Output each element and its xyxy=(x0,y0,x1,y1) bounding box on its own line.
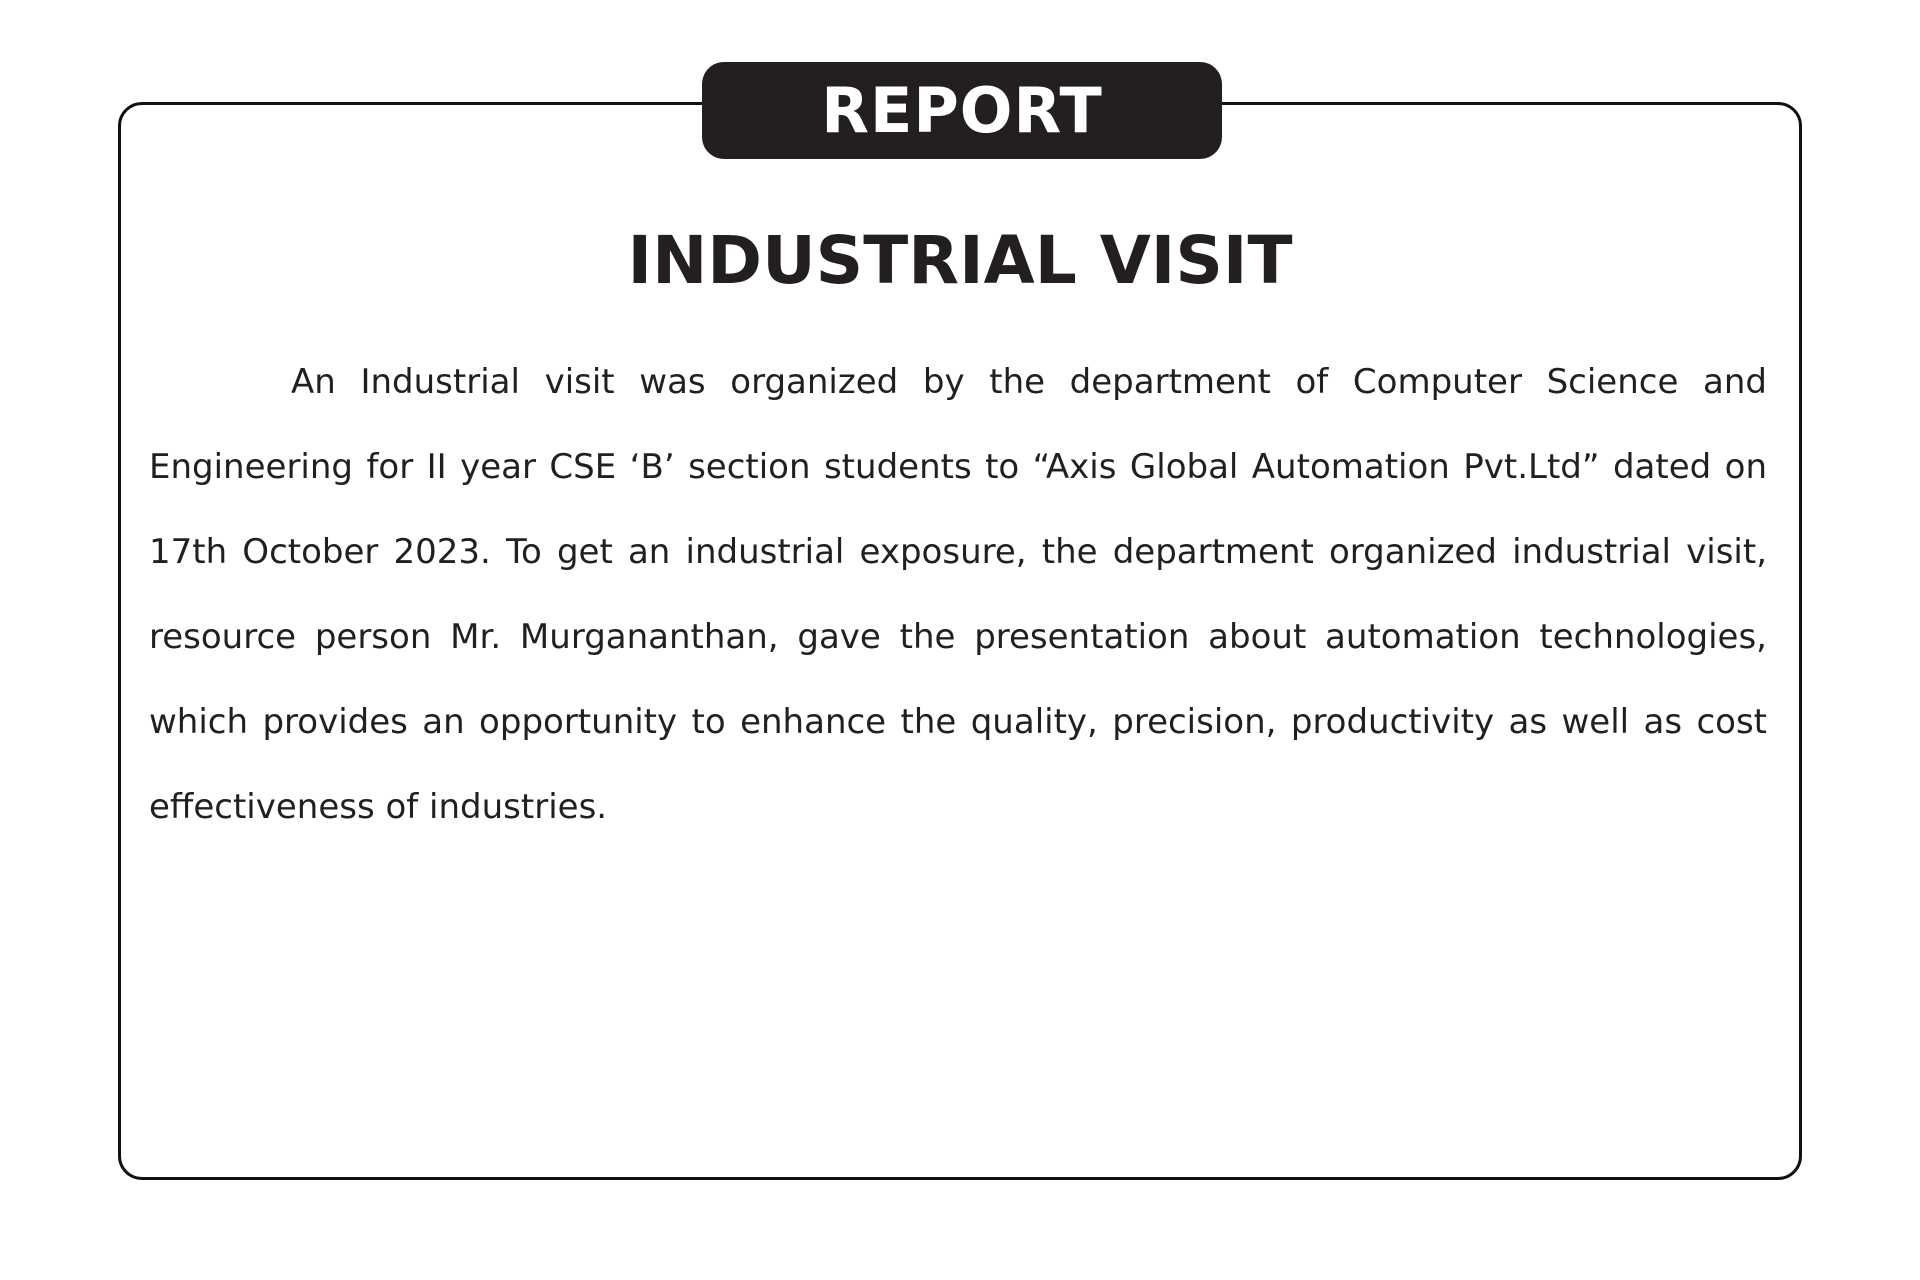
report-label: REPORT xyxy=(702,62,1222,159)
report-paragraph: An Industrial visit was organized by the department of Computer Science and Engineering for II year CSE ‘B’ section students to “Axis Global Automation Pvt.Ltd” dated on 17th October 2023. To get an industrial exposure, the department organized industrial visit, resource person Mr. Murgananthan, gave the presentation about automation technologies, which provides an opportunity to enhance the quality, precision, productivity as well as cost effectiveness of industries. xyxy=(149,362,1767,827)
page-title: INDUSTRIAL VISIT xyxy=(627,222,1293,299)
